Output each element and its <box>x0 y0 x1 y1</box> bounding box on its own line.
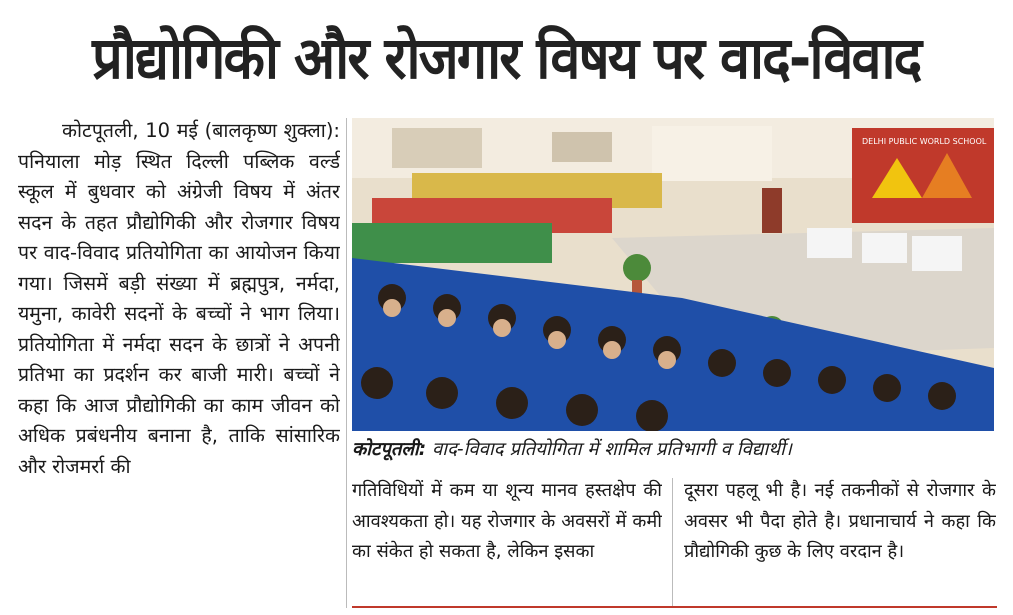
news-photo <box>352 118 994 431</box>
headline <box>0 0 1013 110</box>
column-divider <box>346 118 347 608</box>
banner-text: DELHI PUBLIC WORLD SCHOOL <box>862 137 987 146</box>
article-column-right <box>684 476 996 608</box>
article-body-left: कोटपूतली, 10 मई (बालकृष्ण शुक्ला): पनियाला मोड़ स्थित दिल्ली पब्लिक वर्ल्ड स्कूल में बुधवार को अंग्रेजी विषय में अंतर सदन के तहत प्रौद्योगिकी और रोजगार विषय पर वाद-विवाद प्रतियोगिता का आयोजन किया गया। जिसमें बड़ी संख्या में ब्रह्मपुत्र, नर्मदा, यमुना, कावेरी सदनों के बच्चों ने भाग लिया। प्रतियोगिता में नर्मदा सदन के छात्रों ने अपनी प्रतिभा का प्रदर्शन कर बाजी मारी। बच्चों ने कहा कि आज प्रौद्योगिकी का काम जीवन को अधिक प्रबंधनीय बनाना है, ताकि सांसारिक और रोजमर्रा की <box>18 119 340 478</box>
photo-caption <box>352 436 997 470</box>
caption-text: वाद-विवाद प्रतियोगिता में शामिल प्रतिभागी व विद्यार्थी। <box>426 439 792 460</box>
column-divider-2 <box>672 478 673 608</box>
caption-place: कोटपूतली: <box>352 439 427 460</box>
article-body-middle: गतिविधियों में कम या शून्य मानव हस्तक्षेप की आवश्यकता हो। यह रोजगार के अवसरों में कमी का संकेत हो सकता है, लेकिन इसका <box>352 480 662 562</box>
bottom-rule <box>352 606 997 608</box>
article-body-right: दूसरा पहलू भी है। नई तकनीकों से रोजगार के अवसर भी पैदा होते है। प्रधानाचार्य ने कहा कि प्रौद्योगिकी कुछ के लिए वरदान है। <box>684 480 996 562</box>
headline-text: प्रौद्योगिकी और रोजगार विषय पर वाद-विवाद <box>92 23 921 92</box>
photo-illustration <box>352 118 994 431</box>
article-column-left <box>18 116 340 608</box>
article-column-middle <box>352 476 662 608</box>
